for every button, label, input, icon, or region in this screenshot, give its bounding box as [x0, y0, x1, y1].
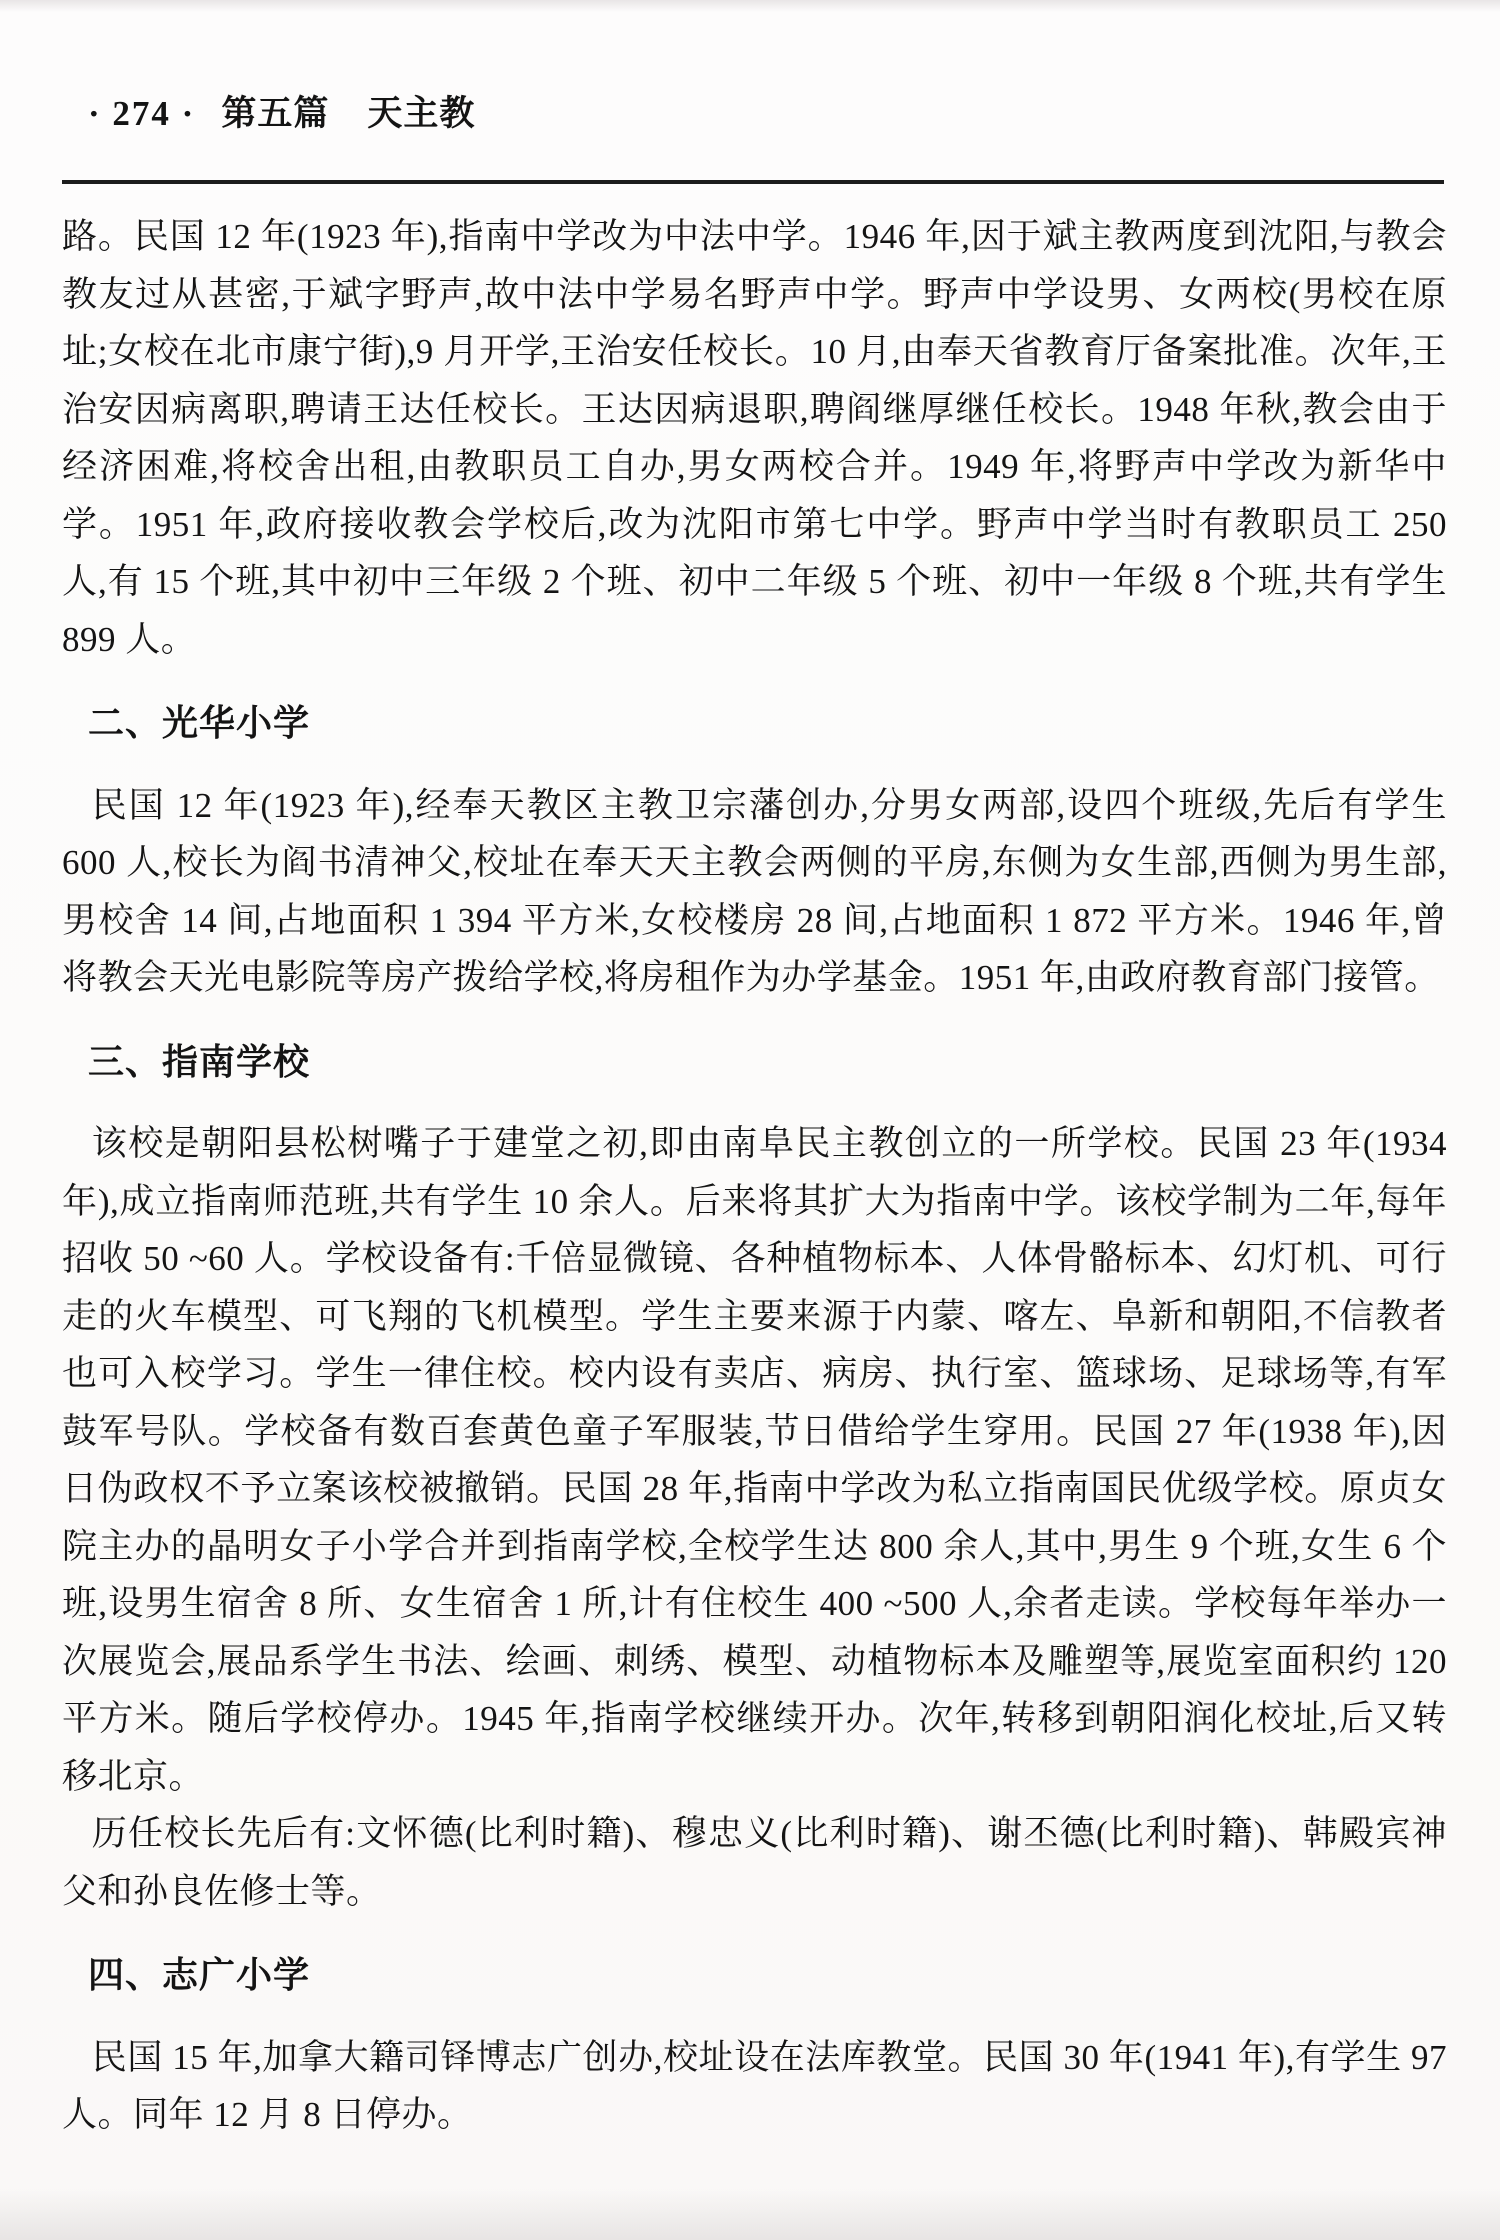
heading-zhiguang-primary: 四、志广小学 [88, 1954, 311, 1995]
section-title: 天主教 [367, 94, 476, 133]
running-header [88, 86, 475, 136]
section-label: 第五篇 [221, 94, 330, 133]
page-body [62, 208, 1447, 2144]
heading-zhinan-school: 三、指南学校 [88, 1040, 311, 1082]
heading-guanghua-primary: 二、光华小学 [88, 702, 311, 743]
paragraph-zhinan-principals: 历任校长先后有:文怀德(比利时籍)、穆忠义(比利时籍)、谢丕德(比利时籍)、韩殿宾神父和孙良佐修士等。 [62, 1814, 1447, 1911]
scan-edge-top [0, 0, 1500, 12]
paragraph-zhinan-school: 该校是朝阳县松树嘴子于建堂之初,即由南阜民主教创立的一所学校。民国 23 年(1934 年),成立指南师范班,共有学生 10 余人。后来将其扩大为指南中学。该校学制为二年,每年招收 50 ~60 人。学校设备有:千倍显微镜、各种植物标本、人体骨骼标本、幻灯机、可行走的火车模型、可飞翔的飞机模型。学生主要来源于内蒙、喀左、阜新和朝阳,不信教者也可入校学习。学生一律住校。校内设有卖店、病房、执行室、篮球场、足球场等,有军鼓军号队。学校备有数百套黄色童子军服装,节日借给学生穿用。民国 27 年(1938 年),因日伪政权不予立案该校被撤销。民国 28 年,指南中学改为私立指南国民优级学校。原贞女院主办的晶明女子小学合并到指南学校,全校学生达 800 余人,其中,男生 9 个班,女生 6 个班,设男生宿舍 8 所、女生宿舍 1 所,计有住校生 400 ~500 人,余者走读。学校每年举办一次展览会,展品系学生书法、绘画、刺绣、模型、动植物标本及雕塑等,展览室面积约 120 平方米。随后学校停办。1945 年,指南学校继续开办。次年,转移到朝阳润化校址,后又转移北京。 [62, 1124, 1447, 1796]
paragraph-guanghua-primary: 民国 12 年(1923 年),经奉天教区主教卫宗藩创办,分男女两部,设四个班级,先后有学生 600 人,校长为阎书清神父,校址在奉天天主教会两侧的平房,东侧为女生部,西侧为男生部,男校舍 14 间,占地面积 1 394 平方米,女校楼房 28 间,占地面积 1 872 平方米。1946 年,曾将教会天光电影院等房产拨给学校,将房租作为办学基金。1951 年,由政府教育部门接管。 [62, 785, 1447, 997]
paragraph-yesheng-school: 路。民国 12 年(1923 年),指南中学改为中法中学。1946 年,因于斌主教两度到沈阳,与教会教友过从甚密,于斌字野声,故中法中学易名野声中学。野声中学设男、女两校(男校在原址;女校在北市康宁街),9 月开学,王治安任校长。10 月,由奉天省教育厅备案批准。次年,王治安因病离职,聘请王达任校长。王达因病退职,聘阎继厚继任校长。1948 年秋,教会由于经济困难,将校舍出租,由教职员工自办,男女两校合并。1949 年,将野声中学改为新华中学。1951 年,政府接收教会学校后,改为沈阳市第七中学。野声中学当时有教职员工 250 人,有 15 个班,其中初中三年级 2 个班、初中二年级 5 个班、初中一年级 8 个班,共有学生 899 人。 [62, 217, 1447, 659]
scan-edge-bottom [0, 2188, 1500, 2240]
page-number: · 274 · [88, 94, 196, 133]
paragraph-zhiguang-primary: 民国 15 年,加拿大籍司铎博志广创办,校址设在法库教堂。民国 30 年(1941 年),有学生 97 人。同年 12 月 8 日停办。 [62, 2037, 1447, 2134]
header-rule [62, 180, 1444, 184]
